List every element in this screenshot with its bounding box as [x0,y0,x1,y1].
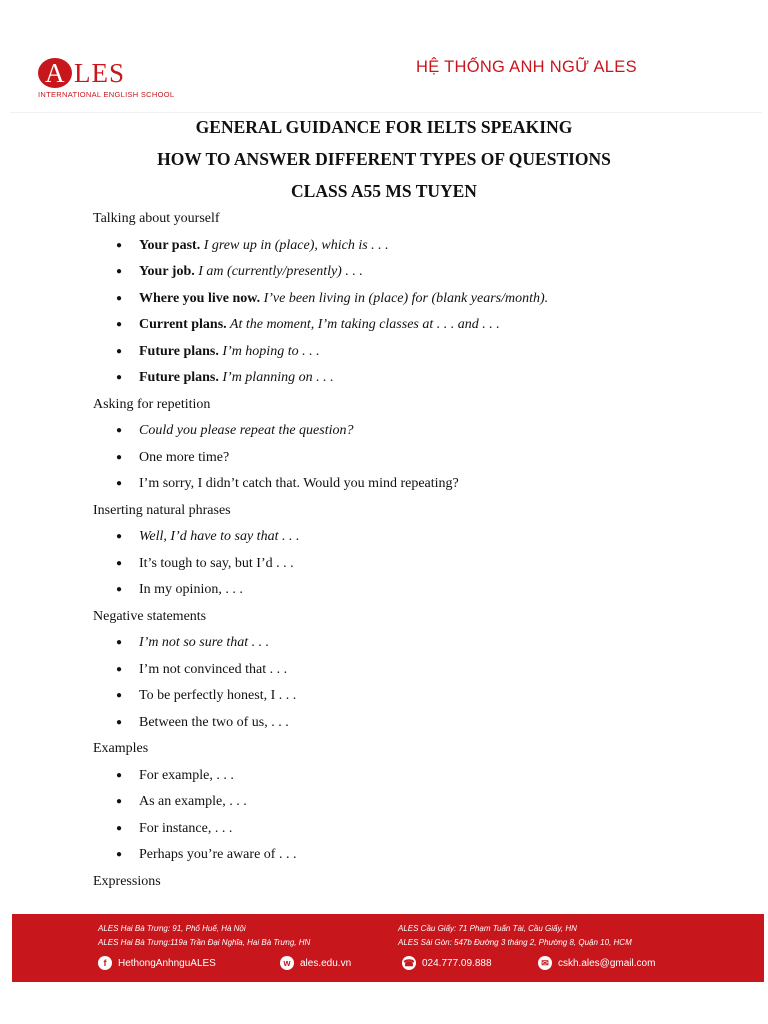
phone-icon: ☎ [402,956,416,970]
bullet-icon: ● [116,584,123,595]
list-item [93,715,713,742]
list-item [93,238,713,265]
list-item [93,821,713,848]
bullet-icon: ● [116,319,123,330]
mail-icon: ✉ [538,956,552,970]
item-example: I’m not so sure that . . . [139,635,270,650]
bullet-icon: ● [116,425,123,436]
list-item [93,476,713,503]
bullet-icon: ● [116,796,123,807]
item-text: It’s tough to say, but I’d . . . [139,555,294,571]
list-item [93,344,713,371]
email-address: cskh.ales@gmail.com [558,957,656,969]
item-example: I’m planning on . . . [218,370,334,385]
bullet-icon: ● [116,345,123,357]
footer-facebook[interactable] [98,956,216,970]
section-heading: Examples [93,741,149,756]
footer-address: ALES Hai Bà Trưng: 91, Phố Huế, Hà Nội [98,924,246,933]
bullet-icon: ● [116,637,123,648]
bullet-icon: ● [116,716,123,728]
title-line: GENERAL GUIDANCE FOR IELTS SPEAKING [195,117,573,137]
brand-name: HỆ THỐNG ANH NGỮ ALES [416,58,637,76]
item-label: Your past. [139,237,201,253]
item-label: Current plans. [139,317,227,332]
logo-subtitle: INTERNATIONAL ENGLISH SCHOOL [38,90,175,99]
list-item [93,794,713,821]
item-text: One more time? [139,449,230,465]
title-line: HOW TO ANSWER DIFFERENT TYPES OF QUESTIONS [157,149,611,169]
web-icon: w [280,956,294,970]
phone-number: 024.777.09.888 [422,957,492,969]
item-text: For instance, . . . [139,820,233,836]
title-line: CLASS A55 MS TUYEN [291,181,477,201]
item-text: I’m sorry, I didn’t catch that. Would you mind repeating? [139,476,459,491]
logo-wordmark: LES [74,58,126,88]
list-item [93,423,713,450]
bullet-icon: ● [116,663,123,675]
list-item [93,370,713,397]
list-item [93,317,713,344]
item-label: Where you live now. [139,290,261,306]
item-example: I’m hoping to . . . [218,343,320,359]
item-example: I am (currently/presently) . . . [194,264,363,279]
bullet-icon: ● [116,531,123,542]
bullet-icon: ● [116,822,123,834]
item-label: Your job. [139,264,195,279]
item-text: For example, . . . [139,767,234,783]
list-item [93,768,713,795]
facebook-handle: HethongAnhnguALES [118,957,216,969]
list-item [93,582,713,609]
document-body [93,211,713,900]
bullet-icon: ● [116,690,123,701]
website-link: ales.edu.vn [300,957,352,969]
document-titles [0,116,768,212]
item-example: At the moment, I’m taking classes at . . . and . . . [226,317,500,332]
list-item [93,662,713,689]
item-example: I’ve been living in (place) for (blank years/month). [260,290,549,306]
item-text: As an example, . . . [139,794,247,809]
footer-email[interactable] [538,956,655,970]
item-label: Future plans. [139,370,219,385]
footer-website[interactable] [280,956,351,970]
item-text: Between the two of us, . . . [139,714,289,730]
bullet-icon: ● [116,372,123,383]
bullet-icon: ● [116,239,123,251]
footer-address: ALES Cầu Giấy: 71 Phạm Tuấn Tài, Cầu Giấy, HN [398,924,577,933]
item-text: I’m not convinced that . . . [139,661,288,677]
item-text: Perhaps you’re aware of . . . [139,847,297,862]
logo-initial: A [45,58,65,88]
list-item [93,688,713,715]
section-heading: Expressions [93,873,161,889]
list-item [93,450,713,477]
bullet-icon: ● [116,557,123,569]
footer-bar [12,914,764,982]
bullet-icon: ● [116,451,123,463]
item-text: In my opinion, . . . [139,582,243,597]
list-item [93,291,713,318]
list-item [93,264,713,291]
list-item [93,556,713,583]
bullet-icon: ● [116,478,123,489]
section-heading: Talking about yourself [93,211,220,226]
footer-address: ALES Sài Gòn: 547b Đường 3 tháng 2, Phường 8, Quận 10, HCM [398,938,632,947]
item-text: To be perfectly honest, I . . . [139,688,297,703]
footer-address: ALES Hai Bà Trưng:119a Trần Đại Nghĩa, Hai Bà Trưng, HN [98,938,311,947]
item-example: Could you please repeat the question? [139,423,354,438]
bullet-icon: ● [116,266,123,277]
item-example: I grew up in (place), which is . . . [200,237,389,253]
item-example: Well, I’d have to say that . . . [139,529,300,544]
list-item [93,847,713,874]
footer-phone[interactable] [402,956,492,970]
list-item [93,635,713,662]
section-heading: Inserting natural phrases [93,502,231,518]
bullet-icon: ● [116,769,123,781]
facebook-icon: f [98,956,112,970]
section-heading: Asking for repetition [93,396,211,412]
item-label: Future plans. [139,343,219,359]
list-item [93,529,713,556]
bullet-icon: ● [116,849,123,860]
section-heading: Negative statements [93,608,207,624]
bullet-icon: ● [116,292,123,304]
